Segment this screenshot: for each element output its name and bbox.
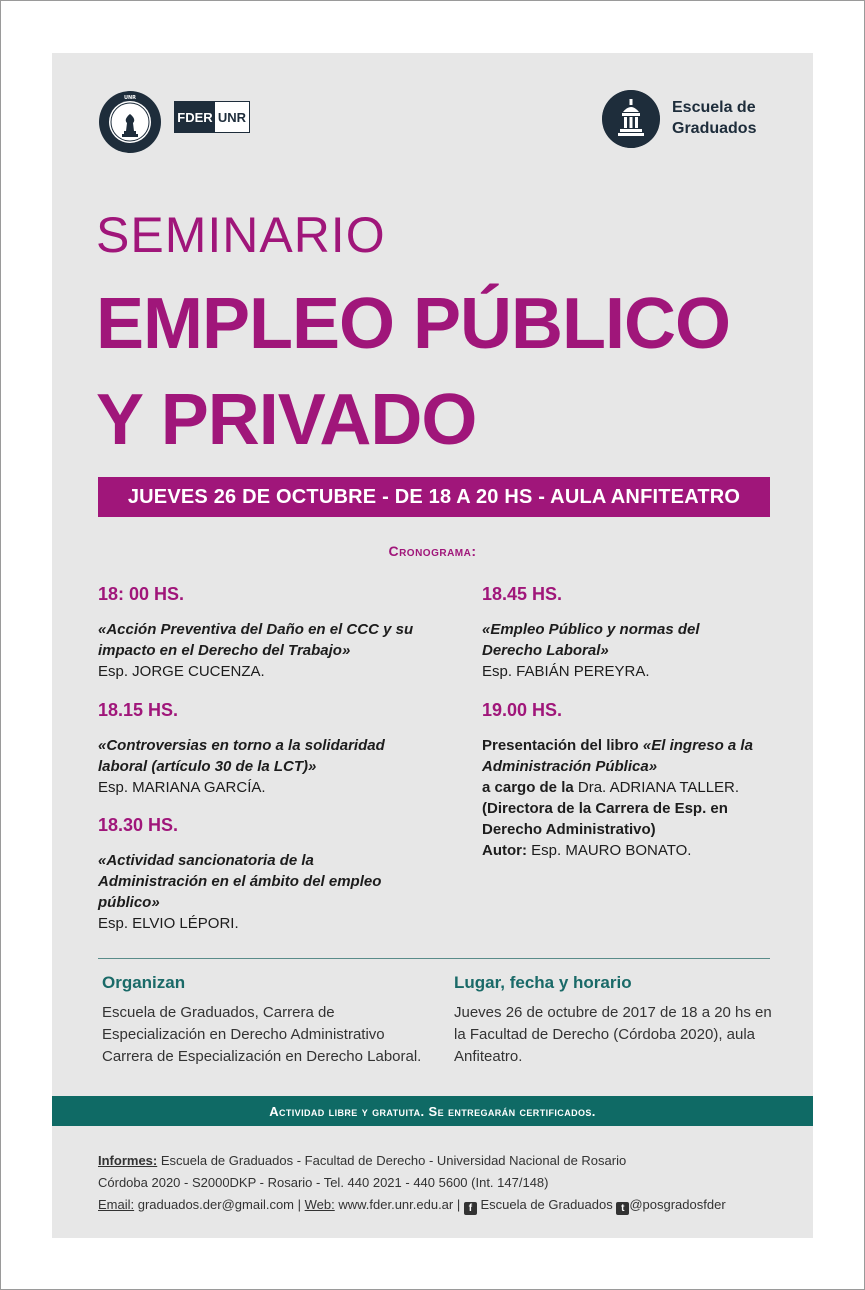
free-activity-notice: Actividad libre y gratuita. Se entregarán certificados.: [52, 1096, 813, 1126]
fder-logo-left: FDER: [175, 102, 215, 132]
cronograma-heading: Cronograma:: [388, 543, 477, 559]
date-banner: JUEVES 26 DE OCTUBRE - DE 18 A 20 HS - AULA ANFITEATRO: [98, 477, 770, 517]
seal-label: UNR: [123, 95, 137, 101]
slot-time: 19.00 HS.: [482, 700, 563, 720]
title-line-2: Y PRIVADO: [96, 380, 477, 460]
book-author-label: Autor:: [482, 842, 527, 859]
lugar-heading: Lugar, fecha y horario: [454, 973, 632, 992]
footer-contact: [98, 1150, 726, 1216]
facebook-value[interactable]: Escuela de Graduados: [476, 1197, 617, 1212]
slot-speaker: Esp. JORGE CUCENZA.: [98, 663, 265, 680]
informes-text: Escuela de Graduados - Facultad de Derecho - Universidad Nacional de Rosario: [157, 1153, 627, 1168]
book-author-name: Esp. MAURO BONATO.: [531, 842, 692, 859]
schedule-slot: [98, 700, 438, 798]
slot-speaker: Esp. ELVIO LÉPORI.: [98, 915, 239, 932]
email-value[interactable]: graduados.der@gmail.com |: [134, 1197, 305, 1212]
escuela-line2: Graduados: [672, 120, 757, 137]
facebook-icon: f: [464, 1202, 477, 1215]
web-label: Web:: [304, 1197, 335, 1212]
web-value[interactable]: www.fder.unr.edu.ar |: [334, 1197, 464, 1212]
slot-time: 18.45 HS.: [482, 584, 563, 604]
title-line-1: EMPLEO PÚBLICO: [96, 284, 731, 364]
book-role: (Directora de la Carrera de Esp. en Derecho Administrativo): [482, 800, 728, 838]
twitter-value[interactable]: @posgradosfder: [629, 1197, 726, 1212]
university-seal-icon: [98, 90, 162, 154]
slot-time: 18.30 HS.: [98, 815, 179, 835]
escuela-de-graduados-logo: [672, 97, 756, 139]
book-title: «El ingreso a la Administración Pública»: [482, 737, 753, 775]
book-presentation-slot: [482, 700, 772, 861]
slot-talk: «Empleo Público y normas del Derecho Laboral»: [482, 621, 700, 659]
twitter-icon: t: [616, 1202, 629, 1215]
lugar-text: Jueves 26 de octubre de 2017 de 18 a 20 hs en la Facultad de Derecho (Córdoba 2020), aula Anfiteatro.: [454, 1004, 772, 1065]
section-divider: [98, 958, 770, 959]
slot-speaker: Esp. FABIÁN PEREYRA.: [482, 663, 650, 680]
book-intro: Presentación del libro: [482, 737, 639, 754]
slot-time: 18: 00 HS.: [98, 584, 185, 604]
schedule-slot: [482, 584, 722, 682]
organizan-heading: Organizan: [102, 973, 186, 992]
escuela-building-icon: [602, 90, 660, 148]
fder-unr-logo: [174, 101, 250, 133]
fder-logo-right: UNR: [215, 102, 249, 132]
address-line: Córdoba 2020 - S2000DKP - Rosario - Tel. 440 2021 - 440 5600 (Int. 147/148): [98, 1175, 549, 1190]
seminar-title: [96, 276, 730, 468]
seminar-kicker: SEMINARIO: [96, 207, 386, 263]
slot-talk: «Controversias en torno a la solidaridad laboral (artículo 30 de la LCT)»: [98, 737, 385, 775]
slot-time: 18.15 HS.: [98, 700, 179, 720]
informes-label: Informes:: [98, 1153, 158, 1168]
email-label: Email:: [98, 1197, 135, 1212]
escuela-line1: Escuela de: [672, 99, 756, 116]
schedule-slot: [98, 584, 438, 682]
slot-talk: «Acción Preventiva del Daño en el CCC y su impacto en el Derecho del Trabajo»: [98, 621, 414, 659]
book-by-name: Dra. ADRIANA TALLER.: [577, 779, 740, 796]
slot-speaker: Esp. MARIANA GARCÍA.: [98, 779, 266, 796]
book-by-label: a cargo de la: [482, 779, 574, 796]
organizan-text: Escuela de Graduados, Carrera de Especialización en Derecho Administrativo Carrera de Especialización en Derecho Laboral.: [102, 1004, 422, 1065]
schedule-slot: [98, 815, 398, 934]
slot-talk: «Actividad sancionatoria de la Administración en el ámbito del empleo público»: [98, 852, 382, 911]
